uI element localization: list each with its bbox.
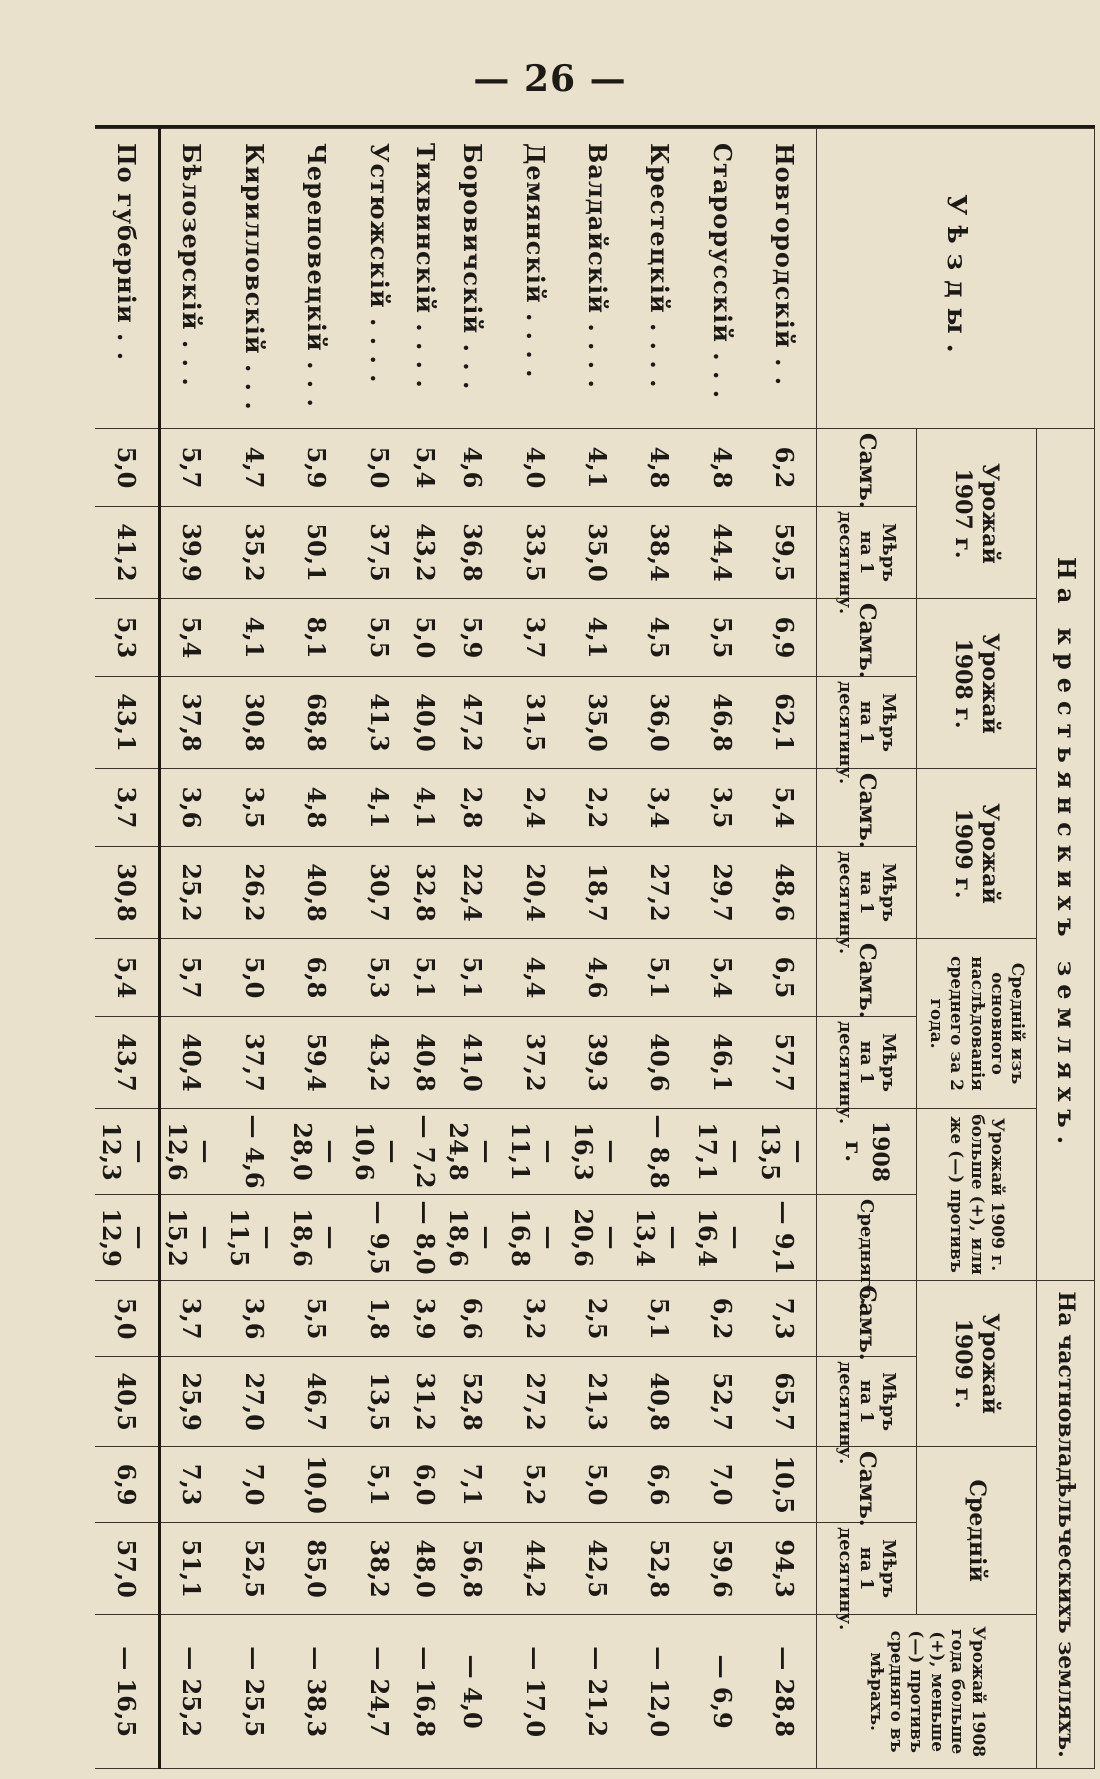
value-cell: 57,7 <box>754 1017 817 1109</box>
value-cell: 5,1 <box>442 939 504 1017</box>
value-cell: — 4,0 <box>442 1615 504 1769</box>
value-cell: 22,4 <box>442 847 504 939</box>
value-cell: 5,4 <box>754 769 817 847</box>
value-cell: 3,4 <box>629 769 691 847</box>
value-cell: — 16,8 <box>410 1615 441 1769</box>
value-cell: 30,8 <box>223 677 285 769</box>
value-cell: 4,1 <box>348 769 410 847</box>
value-cell: 3,5 <box>691 769 753 847</box>
group-private-1909: Урожай 1909 г. <box>917 1281 1037 1447</box>
value-cell: 5,0 <box>95 429 159 507</box>
value-cell: 4,7 <box>223 429 285 507</box>
value-cell: — 12,9 <box>95 1195 159 1281</box>
uezd-name: Череповецкій . . . <box>286 129 348 429</box>
value-cell: 37,5 <box>348 507 410 599</box>
value-cell: 3,7 <box>159 1281 223 1357</box>
uezd-name: Старорусскій . . . <box>691 129 753 429</box>
value-cell: 5,0 <box>223 939 285 1017</box>
value-cell: 43,7 <box>95 1017 159 1109</box>
sub-mer: Мѣръ на 1 десятину. <box>817 1523 917 1615</box>
value-cell: 3,6 <box>223 1281 285 1357</box>
value-cell: 33,5 <box>504 507 566 599</box>
value-cell: 27,2 <box>629 847 691 939</box>
total-row <box>95 129 159 1769</box>
value-cell: 8,1 <box>286 599 348 677</box>
value-cell: 6,2 <box>754 429 817 507</box>
value-cell: — 24,8 <box>442 1109 504 1195</box>
value-cell: 43,2 <box>410 507 441 599</box>
value-cell: 5,7 <box>159 939 223 1017</box>
value-cell: — 21,2 <box>566 1615 628 1769</box>
value-cell: 4,8 <box>629 429 691 507</box>
value-cell: 5,9 <box>442 599 504 677</box>
value-cell: 36,0 <box>629 677 691 769</box>
value-cell: 6,5 <box>754 939 817 1017</box>
value-cell: 2,5 <box>566 1281 628 1357</box>
value-cell: 6,2 <box>691 1281 753 1357</box>
sub-sam: Самъ. <box>817 599 917 677</box>
value-cell: — 25,2 <box>159 1615 223 1769</box>
uezd-name: Валдайскій . . . . <box>566 129 628 429</box>
value-cell: 38,4 <box>629 507 691 599</box>
value-cell: 52,5 <box>223 1523 285 1615</box>
value-cell: 48,6 <box>754 847 817 939</box>
value-cell: — 8,8 <box>629 1109 691 1195</box>
value-cell: — 16,5 <box>95 1615 159 1769</box>
value-cell: 5,5 <box>348 599 410 677</box>
value-cell: 5,5 <box>286 1281 348 1357</box>
value-cell: — 28,8 <box>754 1615 817 1769</box>
value-cell: 13,5 <box>348 1357 410 1447</box>
value-cell: 40,8 <box>410 1017 441 1109</box>
value-cell: 4,8 <box>286 769 348 847</box>
value-cell: 10,5 <box>754 1447 817 1523</box>
uezd-name: Кирилловскій . . . <box>223 129 285 429</box>
value-cell: 5,1 <box>629 939 691 1017</box>
value-cell: 5,4 <box>95 939 159 1017</box>
value-cell: 40,6 <box>629 1017 691 1109</box>
value-cell: 20,4 <box>504 847 566 939</box>
value-cell: 41,2 <box>95 507 159 599</box>
sub-mer: Мѣръ на 1 десятину. <box>817 1357 917 1447</box>
uezd-name: Тихвинскій . . . . <box>410 129 441 429</box>
uezd-name: Устюжскій . . . . <box>348 129 410 429</box>
value-cell: 18,7 <box>566 847 628 939</box>
sub-cmp-average: Средняго. <box>817 1195 917 1281</box>
value-cell: — 13,5 <box>754 1109 817 1195</box>
value-cell: 59,6 <box>691 1523 753 1615</box>
value-cell: 27,0 <box>223 1357 285 1447</box>
value-cell: 47,2 <box>442 677 504 769</box>
value-cell: 5,4 <box>159 599 223 677</box>
value-cell: 32,8 <box>410 847 441 939</box>
value-cell: 5,3 <box>348 939 410 1017</box>
value-cell: — 16,4 <box>691 1195 753 1281</box>
value-cell: 59,4 <box>286 1017 348 1109</box>
value-cell: — 12,0 <box>629 1615 691 1769</box>
yield-table <box>95 128 1095 1769</box>
value-cell: 3,6 <box>159 769 223 847</box>
value-cell: — 12,3 <box>95 1109 159 1195</box>
value-cell: 5,0 <box>348 429 410 507</box>
value-cell: — 9,1 <box>754 1195 817 1281</box>
value-cell: — 17,0 <box>504 1615 566 1769</box>
value-cell: 35,0 <box>566 507 628 599</box>
value-cell: 4,6 <box>566 939 628 1017</box>
table-row <box>504 129 566 1769</box>
private-section-title: На частновладѣльческихъ земляхъ. <box>1037 1281 1095 1769</box>
value-cell: 37,7 <box>223 1017 285 1109</box>
value-cell: 35,2 <box>223 507 285 599</box>
value-cell: 4,8 <box>691 429 753 507</box>
value-cell: 37,8 <box>159 677 223 769</box>
value-cell: — 13,4 <box>629 1195 691 1281</box>
value-cell: 40,8 <box>286 847 348 939</box>
value-cell: 41,0 <box>442 1017 504 1109</box>
value-cell: 3,7 <box>504 599 566 677</box>
value-cell: 56,8 <box>442 1523 504 1615</box>
value-cell: 26,2 <box>223 847 285 939</box>
value-cell: — 18,6 <box>286 1195 348 1281</box>
value-cell: 4,1 <box>223 599 285 677</box>
value-cell: 85,0 <box>286 1523 348 1615</box>
value-cell: 52,7 <box>691 1357 753 1447</box>
value-cell: 30,8 <box>95 847 159 939</box>
value-cell: — 25,5 <box>223 1615 285 1769</box>
last-column-header: Урожай 1908 года больше (+), меньше (—) противъ средняго въ мѣрахъ. <box>817 1615 1037 1769</box>
value-cell: — 9,5 <box>348 1195 410 1281</box>
value-cell: 39,3 <box>566 1017 628 1109</box>
value-cell: — 17,1 <box>691 1109 753 1195</box>
value-cell: 5,5 <box>691 599 753 677</box>
value-cell: 37,2 <box>504 1017 566 1109</box>
value-cell: 31,2 <box>410 1357 441 1447</box>
value-cell: 50,1 <box>286 507 348 599</box>
value-cell: — 11,1 <box>504 1109 566 1195</box>
value-cell: 7,3 <box>754 1281 817 1357</box>
table-row <box>223 129 285 1769</box>
value-cell: — 6,9 <box>691 1615 753 1769</box>
value-cell: 40,8 <box>629 1357 691 1447</box>
table-row <box>754 129 817 1769</box>
group-private-average: Средній <box>917 1447 1037 1615</box>
sub-mer: Мѣръ на 1 десятину. <box>817 1017 917 1109</box>
value-cell: 68,8 <box>286 677 348 769</box>
value-cell: — 12,6 <box>159 1109 223 1195</box>
value-cell: 59,5 <box>754 507 817 599</box>
table-row <box>629 129 691 1769</box>
uezd-name: Новгородскій . . <box>754 129 817 429</box>
value-cell: 36,8 <box>442 507 504 599</box>
value-cell: — 20,6 <box>566 1195 628 1281</box>
value-cell: 30,7 <box>348 847 410 939</box>
value-cell: 65,7 <box>754 1357 817 1447</box>
value-cell: 6,6 <box>629 1447 691 1523</box>
value-cell: 5,1 <box>410 939 441 1017</box>
value-cell: — 18,6 <box>442 1195 504 1281</box>
uezd-header: Уѣзды. <box>817 129 1095 429</box>
rotated-table-area <box>95 125 1095 1768</box>
group-compare: Урожай 1909 г. больше (+), или же (—) противъ <box>917 1109 1037 1281</box>
group-average: Средній изъ основного наслѣдованія среднего за 2 года. <box>917 939 1037 1109</box>
value-cell: — 15,2 <box>159 1195 223 1281</box>
value-cell: — 10,6 <box>348 1109 410 1195</box>
table-row <box>691 129 753 1769</box>
value-cell: 40,0 <box>410 677 441 769</box>
value-cell: 7,3 <box>159 1447 223 1523</box>
value-cell: 4,4 <box>504 939 566 1017</box>
value-cell: 5,0 <box>410 599 441 677</box>
value-cell: 94,3 <box>754 1523 817 1615</box>
value-cell: 52,8 <box>629 1523 691 1615</box>
value-cell: — 16,8 <box>504 1195 566 1281</box>
value-cell: 6,6 <box>442 1281 504 1357</box>
value-cell: — 24,7 <box>348 1615 410 1769</box>
value-cell: 5,0 <box>566 1447 628 1523</box>
value-cell: — 28,0 <box>286 1109 348 1195</box>
value-cell: 5,0 <box>95 1281 159 1357</box>
value-cell: 52,8 <box>442 1357 504 1447</box>
value-cell: — 8,0 <box>410 1195 441 1281</box>
group-1908: Урожай 1908 г. <box>917 599 1037 769</box>
table-row <box>286 129 348 1769</box>
value-cell: 38,2 <box>348 1523 410 1615</box>
uezd-name: Бѣлозерскій . . . <box>159 129 223 429</box>
value-cell: 31,5 <box>504 677 566 769</box>
value-cell: 6,0 <box>410 1447 441 1523</box>
value-cell: 4,6 <box>442 429 504 507</box>
sub-sam: Самъ. <box>817 939 917 1017</box>
table-row <box>410 129 441 1769</box>
value-cell: 44,4 <box>691 507 753 599</box>
value-cell: 5,1 <box>629 1281 691 1357</box>
sub-sam: Самъ. <box>817 1281 917 1357</box>
uezd-name: По губерніи . . <box>95 129 159 429</box>
value-cell: 41,3 <box>348 677 410 769</box>
value-cell: 7,0 <box>691 1447 753 1523</box>
value-cell: 4,1 <box>566 429 628 507</box>
value-cell: 4,5 <box>629 599 691 677</box>
value-cell: 40,5 <box>95 1357 159 1447</box>
value-cell: 2,8 <box>442 769 504 847</box>
sub-sam: Самъ. <box>817 429 917 507</box>
value-cell: 29,7 <box>691 847 753 939</box>
sub-mer: Мѣръ на 1 десятину. <box>817 677 917 769</box>
value-cell: 5,2 <box>504 1447 566 1523</box>
sub-sam: Самъ. <box>817 1447 917 1523</box>
sub-mer: Мѣръ на 1 десятину. <box>817 847 917 939</box>
value-cell: 5,7 <box>159 429 223 507</box>
value-cell: 40,4 <box>159 1017 223 1109</box>
value-cell: 5,4 <box>691 939 753 1017</box>
value-cell: 25,2 <box>159 847 223 939</box>
group-1907: Урожай 1907 г. <box>917 429 1037 599</box>
value-cell: 42,5 <box>566 1523 628 1615</box>
value-cell: 51,1 <box>159 1523 223 1615</box>
value-cell: 2,4 <box>504 769 566 847</box>
value-cell: 21,3 <box>566 1357 628 1447</box>
value-cell: 7,1 <box>442 1447 504 1523</box>
value-cell: 62,1 <box>754 677 817 769</box>
value-cell: 39,9 <box>159 507 223 599</box>
value-cell: 3,9 <box>410 1281 441 1357</box>
table-row <box>566 129 628 1769</box>
value-cell: — 11,5 <box>223 1195 285 1281</box>
value-cell: 5,3 <box>95 599 159 677</box>
table-row <box>442 129 504 1769</box>
value-cell: 44,2 <box>504 1523 566 1615</box>
value-cell: 10,0 <box>286 1447 348 1523</box>
value-cell: 43,2 <box>348 1017 410 1109</box>
value-cell: 46,8 <box>691 677 753 769</box>
value-cell: 48,0 <box>410 1523 441 1615</box>
value-cell: 43,1 <box>95 677 159 769</box>
value-cell: 5,9 <box>286 429 348 507</box>
table-row <box>348 129 410 1769</box>
group-1909: Урожай 1909 г. <box>917 769 1037 939</box>
uezd-name: Демянскій . . . . <box>504 129 566 429</box>
value-cell: 6,9 <box>95 1447 159 1523</box>
value-cell: 35,0 <box>566 677 628 769</box>
value-cell: — 16,3 <box>566 1109 628 1195</box>
uezd-name: Боровичскій . . . <box>442 129 504 429</box>
value-cell: 46,1 <box>691 1017 753 1109</box>
value-cell: 7,0 <box>223 1447 285 1523</box>
value-cell: — 38,3 <box>286 1615 348 1769</box>
value-cell: 6,9 <box>754 599 817 677</box>
sub-sam: Самъ. <box>817 769 917 847</box>
value-cell: — 7,2 <box>410 1109 441 1195</box>
value-cell: 5,1 <box>348 1447 410 1523</box>
sub-cmp-1908: 1908 г. <box>817 1109 917 1195</box>
uezd-name: Крестецкій . . . . <box>629 129 691 429</box>
value-cell: 4,0 <box>504 429 566 507</box>
value-cell: 4,1 <box>566 599 628 677</box>
page-number: — 26 — <box>473 58 627 100</box>
sub-mer: Мѣръ на 1 десятину. <box>817 507 917 599</box>
value-cell: 3,5 <box>223 769 285 847</box>
value-cell: 5,4 <box>410 429 441 507</box>
value-cell: 6,8 <box>286 939 348 1017</box>
value-cell: 3,2 <box>504 1281 566 1357</box>
value-cell: 27,2 <box>504 1357 566 1447</box>
value-cell: 46,7 <box>286 1357 348 1447</box>
value-cell: 4,1 <box>410 769 441 847</box>
value-cell: 57,0 <box>95 1523 159 1615</box>
value-cell: 25,9 <box>159 1357 223 1447</box>
value-cell: 1,8 <box>348 1281 410 1357</box>
value-cell: 3,7 <box>95 769 159 847</box>
table-row <box>159 129 223 1769</box>
value-cell: — 4,6 <box>223 1109 285 1195</box>
value-cell: 2,2 <box>566 769 628 847</box>
peasant-section-title: На крестьянскихъ земляхъ. <box>1037 429 1095 1281</box>
